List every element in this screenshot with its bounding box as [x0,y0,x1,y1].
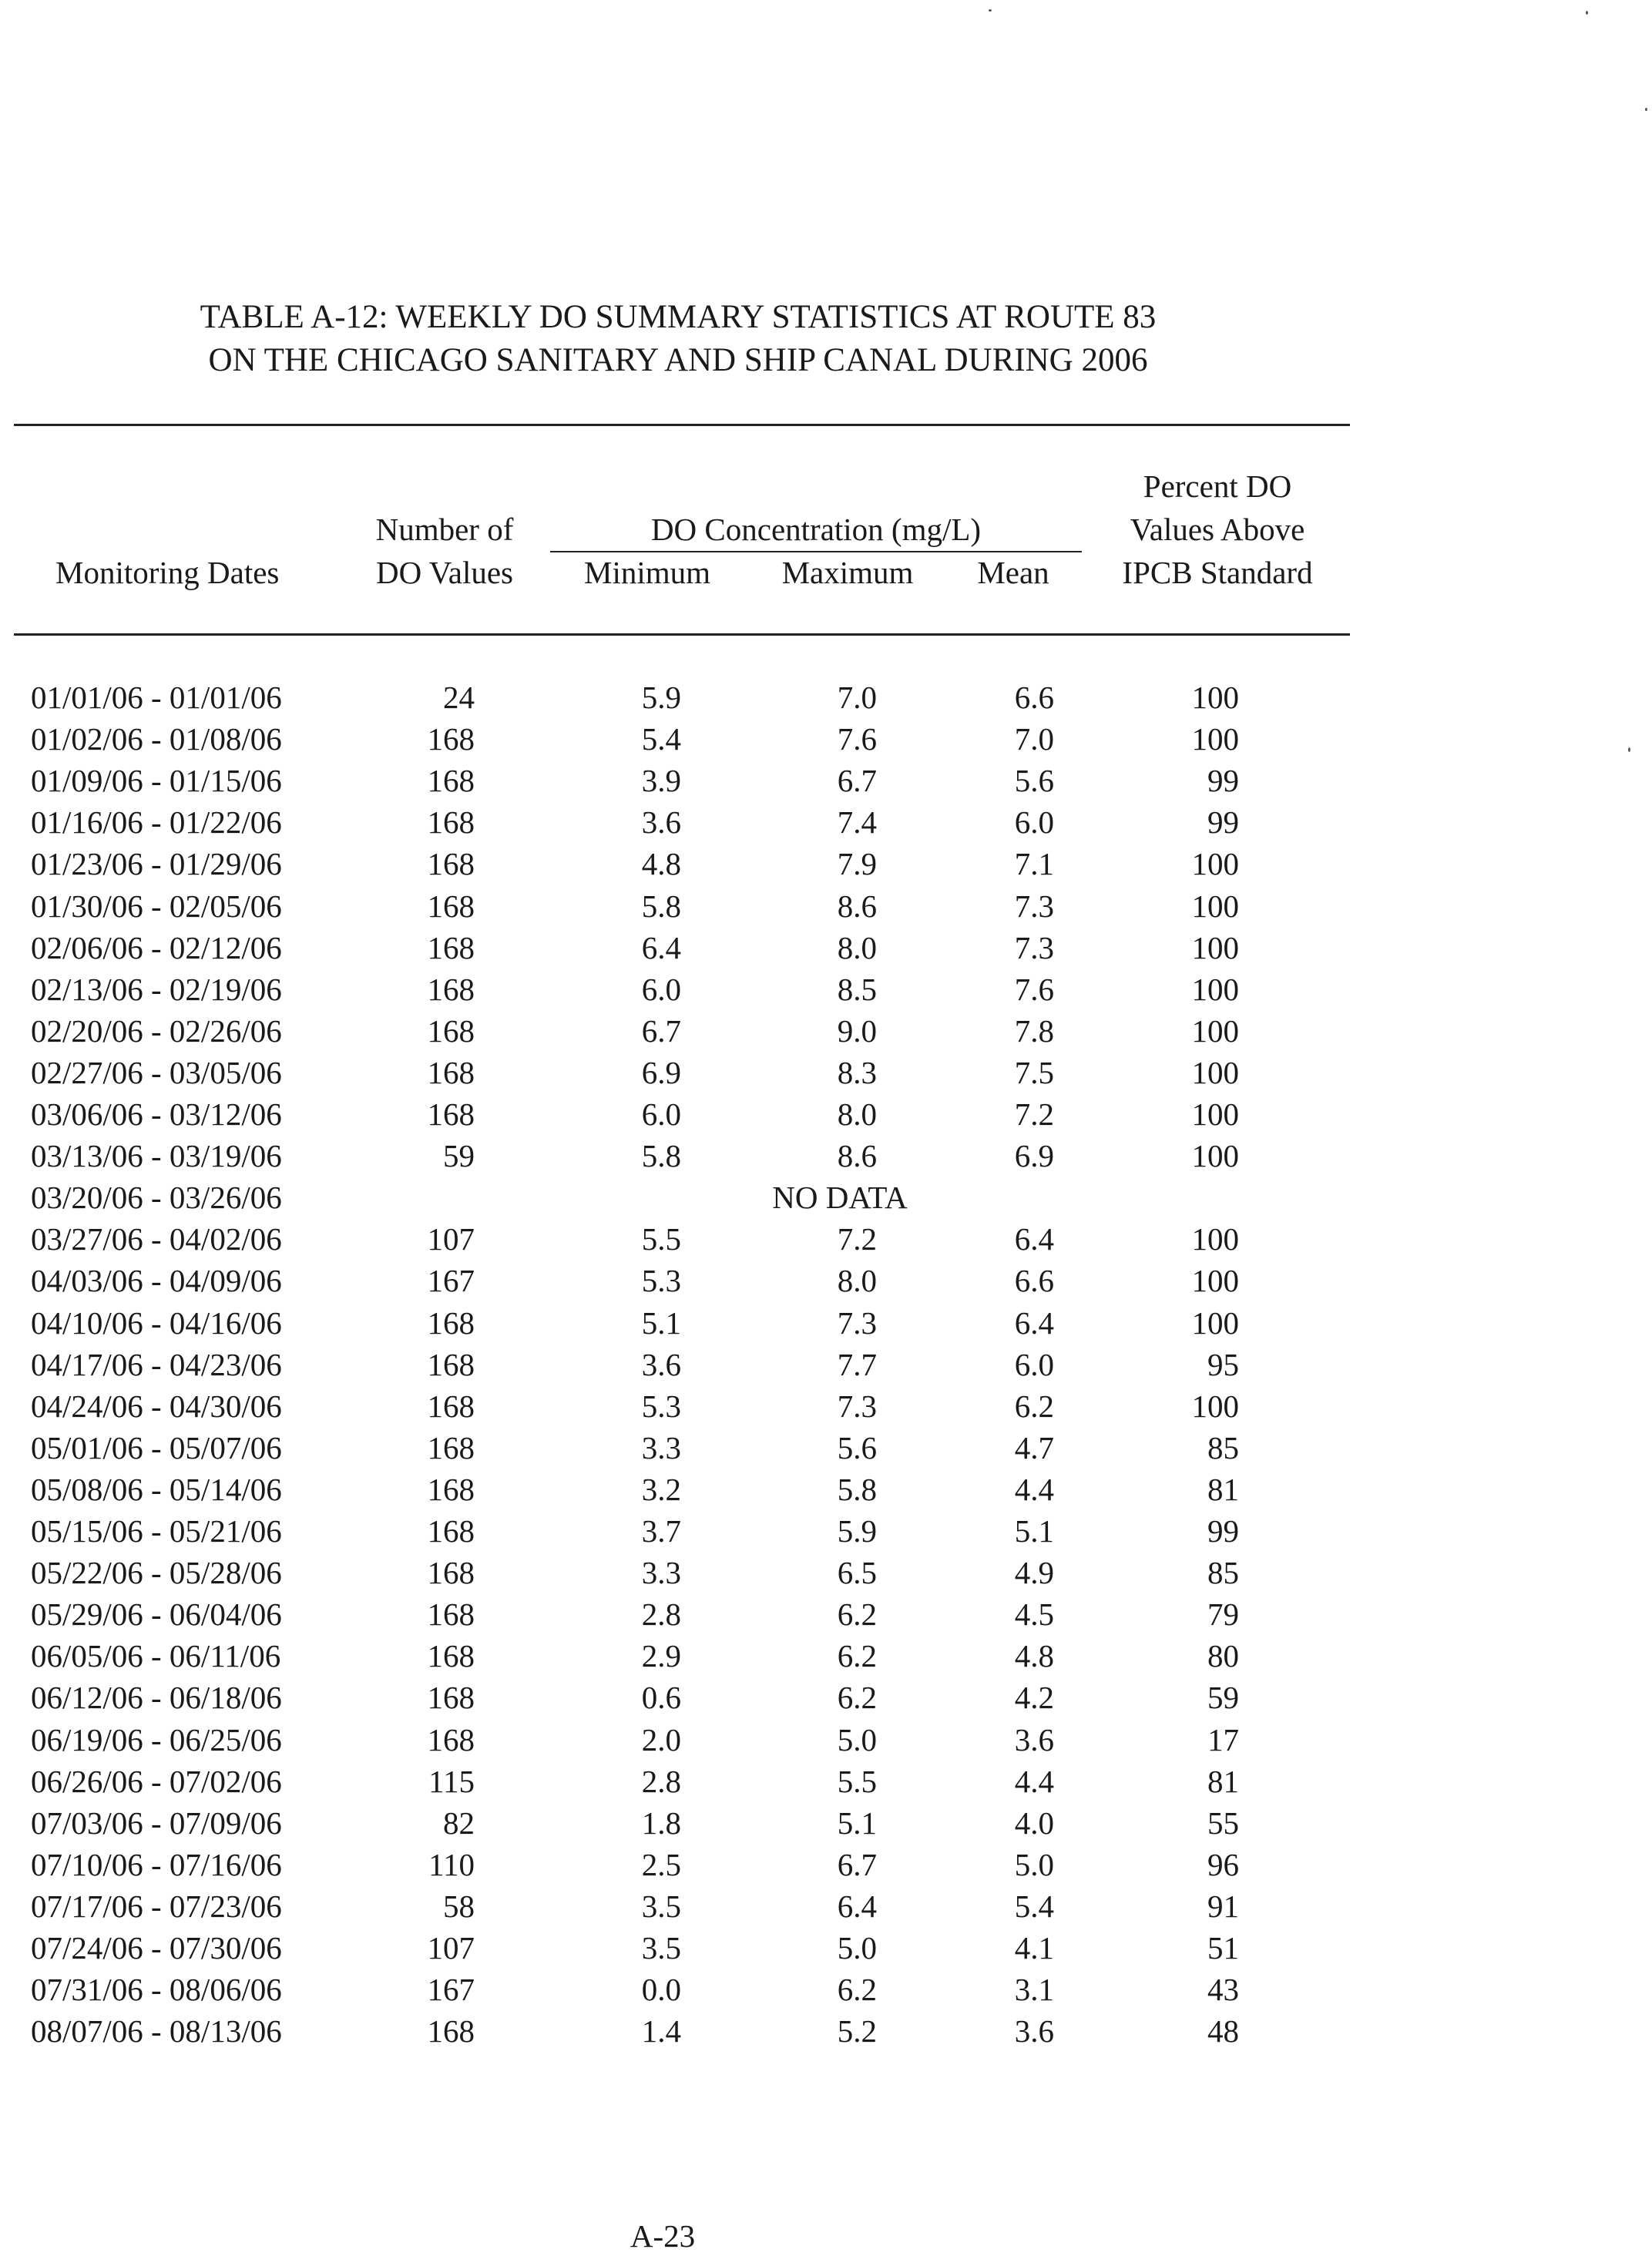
cell-max: 7.3 [837,1388,877,1424]
cell-dates: 02/06/06 - 02/12/06 [31,930,282,965]
cell-percent: 100 [1191,1138,1239,1173]
cell-mean: 3.6 [1014,1722,1054,1757]
header-monitoring-dates: Monitoring Dates [55,555,280,590]
cell-no-data: NO DATA [772,1180,908,1215]
cell-percent: 48 [1207,2013,1239,2049]
cell-dates: 07/24/06 - 07/30/06 [31,1930,282,1966]
cell-min: 3.5 [641,1930,681,1966]
cell-dates: 02/13/06 - 02/19/06 [31,972,282,1007]
cell-count: 168 [427,1555,475,1590]
cell-count: 58 [443,1888,475,1924]
cell-mean: 7.2 [1014,1096,1054,1132]
cell-dates: 06/19/06 - 06/25/06 [31,1722,282,1757]
cell-count: 168 [427,2013,475,2049]
cell-percent: 100 [1191,1055,1239,1090]
cell-max: 8.6 [837,888,877,924]
cell-dates: 08/07/06 - 08/13/06 [31,2013,282,2049]
cell-min: 2.0 [641,1722,681,1757]
cell-mean: 7.5 [1014,1055,1054,1090]
cell-mean: 7.3 [1014,930,1054,965]
cell-mean: 6.0 [1014,1347,1054,1382]
cell-dates: 06/05/06 - 06/11/06 [31,1638,281,1674]
cell-dates: 04/24/06 - 04/30/06 [31,1388,282,1424]
cell-max: 6.7 [837,1847,877,1882]
cell-dates: 01/01/06 - 01/01/06 [31,680,282,715]
cell-percent: 100 [1191,1013,1239,1049]
header-minimum: Minimum [583,555,711,590]
cell-max: 6.4 [837,1888,877,1924]
cell-mean: 5.4 [1014,1888,1054,1924]
cell-max: 5.5 [837,1764,877,1799]
cell-mean: 3.6 [1014,2013,1054,2049]
cell-min: 6.7 [641,1013,681,1049]
cell-percent: 51 [1207,1930,1239,1966]
cell-percent: 80 [1207,1638,1239,1674]
cell-mean: 7.8 [1014,1013,1054,1049]
cell-max: 8.0 [837,1096,877,1132]
cell-count: 168 [427,1596,475,1632]
cell-min: 3.7 [641,1513,681,1549]
cell-max: 6.2 [837,1972,877,2007]
cell-dates: 03/20/06 - 03/26/06 [31,1180,282,1215]
cell-dates: 01/23/06 - 01/29/06 [31,846,282,881]
cell-percent: 99 [1207,804,1239,840]
cell-percent: 79 [1207,1596,1239,1632]
top-rule [14,424,1350,426]
cell-mean: 4.5 [1014,1596,1054,1632]
cell-percent: 55 [1207,1805,1239,1841]
cell-count: 168 [427,1013,475,1049]
cell-dates: 06/26/06 - 07/02/06 [31,1764,282,1799]
cell-mean: 6.4 [1014,1305,1054,1341]
cell-dates: 06/12/06 - 06/18/06 [31,1680,282,1715]
cell-dates: 05/15/06 - 05/21/06 [31,1513,282,1549]
cell-count: 24 [443,680,475,715]
cell-min: 5.3 [641,1263,681,1298]
cell-percent: 100 [1191,1096,1239,1132]
cell-max: 6.2 [837,1638,877,1674]
cell-min: 1.4 [641,2013,681,2049]
cell-mean: 4.4 [1014,1472,1054,1507]
scan-speck [1628,747,1630,752]
cell-percent: 91 [1207,1888,1239,1924]
cell-dates: 02/20/06 - 02/26/06 [31,1013,282,1049]
cell-dates: 01/02/06 - 01/08/06 [31,721,282,757]
cell-percent: 100 [1191,1388,1239,1424]
cell-min: 2.8 [641,1596,681,1632]
cell-count: 168 [427,1513,475,1549]
cell-max: 7.7 [837,1347,877,1382]
cell-max: 8.0 [837,1263,877,1298]
cell-max: 8.3 [837,1055,877,1090]
cell-dates: 01/09/06 - 01/15/06 [31,763,282,798]
cell-min: 3.6 [641,804,681,840]
cell-max: 7.9 [837,846,877,881]
cell-dates: 05/22/06 - 05/28/06 [31,1555,282,1590]
cell-max: 5.8 [837,1472,877,1507]
cell-percent: 100 [1191,846,1239,881]
cell-percent: 85 [1207,1555,1239,1590]
cell-count: 107 [427,1930,475,1966]
cell-min: 3.6 [641,1347,681,1382]
cell-percent: 100 [1191,1263,1239,1298]
cell-min: 5.8 [641,1138,681,1173]
cell-min: 5.9 [641,680,681,715]
cell-min: 6.0 [641,972,681,1007]
cell-mean: 7.6 [1014,972,1054,1007]
cell-dates: 05/01/06 - 05/07/06 [31,1430,282,1465]
cell-dates: 02/27/06 - 03/05/06 [31,1055,282,1090]
cell-percent: 59 [1207,1680,1239,1715]
cell-percent: 43 [1207,1972,1239,2007]
cell-count: 168 [427,1055,475,1090]
cell-dates: 04/03/06 - 04/09/06 [31,1263,282,1298]
cell-min: 5.3 [641,1388,681,1424]
cell-mean: 4.2 [1014,1680,1054,1715]
cell-min: 0.6 [641,1680,681,1715]
cell-max: 8.0 [837,930,877,965]
cell-count: 167 [427,1263,475,1298]
cell-count: 168 [427,846,475,881]
cell-count: 107 [427,1221,475,1257]
cell-min: 2.8 [641,1764,681,1799]
cell-percent: 95 [1207,1347,1239,1382]
table-title-line-2: ON THE CHICAGO SANITARY AND SHIP CANAL DURING 2006 [208,342,1148,378]
cell-percent: 100 [1191,721,1239,757]
cell-max: 8.6 [837,1138,877,1173]
cell-percent: 100 [1191,680,1239,715]
cell-count: 168 [427,930,475,965]
cell-dates: 01/16/06 - 01/22/06 [31,804,282,840]
cell-mean: 7.0 [1014,721,1054,757]
cell-max: 9.0 [837,1013,877,1049]
cell-max: 7.4 [837,804,877,840]
cell-min: 6.0 [641,1096,681,1132]
cell-percent: 85 [1207,1430,1239,1465]
cell-min: 2.5 [641,1847,681,1882]
cell-min: 1.8 [641,1805,681,1841]
cell-min: 3.3 [641,1430,681,1465]
cell-mean: 6.6 [1014,1263,1054,1298]
cell-dates: 04/10/06 - 04/16/06 [31,1305,282,1341]
cell-mean: 6.9 [1014,1138,1054,1173]
cell-mean: 5.1 [1014,1513,1054,1549]
cell-max: 5.0 [837,1722,877,1757]
cell-min: 4.8 [641,846,681,881]
cell-count: 168 [427,972,475,1007]
cell-mean: 6.2 [1014,1388,1054,1424]
cell-count: 168 [427,1680,475,1715]
cell-max: 5.2 [837,2013,877,2049]
cell-max: 5.0 [837,1930,877,1966]
cell-mean: 4.1 [1014,1930,1054,1966]
cell-min: 0.0 [641,1972,681,2007]
cell-count: 168 [427,721,475,757]
cell-min: 3.9 [641,763,681,798]
scan-speck [1586,11,1588,15]
page-number: A-23 [630,2218,696,2254]
scan-speck [1645,108,1647,111]
cell-dates: 05/08/06 - 05/14/06 [31,1472,282,1507]
cell-dates: 07/10/06 - 07/16/06 [31,1847,282,1882]
cell-mean: 5.0 [1014,1847,1054,1882]
cell-max: 5.9 [837,1513,877,1549]
cell-percent: 100 [1191,972,1239,1007]
cell-mean: 4.4 [1014,1764,1054,1799]
header-percent-line-2: Values Above [1130,512,1305,547]
cell-percent: 100 [1191,1305,1239,1341]
cell-mean: 4.9 [1014,1555,1054,1590]
cell-percent: 81 [1207,1472,1239,1507]
cell-dates: 01/30/06 - 02/05/06 [31,888,282,924]
cell-count: 168 [427,1388,475,1424]
cell-count: 110 [428,1847,475,1882]
cell-count: 168 [427,763,475,798]
cell-percent: 100 [1191,930,1239,965]
cell-max: 7.6 [837,721,877,757]
cell-percent: 99 [1207,1513,1239,1549]
header-count-line-1: Number of [375,512,514,547]
cell-max: 8.5 [837,972,877,1007]
cell-max: 6.2 [837,1680,877,1715]
cell-dates: 07/03/06 - 07/09/06 [31,1805,282,1841]
scan-speck [989,9,992,12]
cell-mean: 7.3 [1014,888,1054,924]
cell-percent: 81 [1207,1764,1239,1799]
header-percent-line-3: IPCB Standard [1122,555,1313,590]
cell-count: 167 [427,1972,475,2007]
cell-mean: 6.4 [1014,1221,1054,1257]
cell-max: 7.0 [837,680,877,715]
cell-percent: 99 [1207,763,1239,798]
cell-max: 7.2 [837,1221,877,1257]
cell-percent: 96 [1207,1847,1239,1882]
cell-percent: 100 [1191,888,1239,924]
header-maximum: Maximum [781,555,914,590]
cell-mean: 4.7 [1014,1430,1054,1465]
cell-count: 168 [427,888,475,924]
cell-dates: 04/17/06 - 04/23/06 [31,1347,282,1382]
cell-count: 115 [428,1764,475,1799]
cell-max: 6.5 [837,1555,877,1590]
header-do-concentration: DO Concentration (mg/L) [650,512,982,547]
cell-dates: 05/29/06 - 06/04/06 [31,1596,282,1632]
cell-dates: 03/13/06 - 03/19/06 [31,1138,282,1173]
header-bottom-rule [14,633,1350,636]
cell-dates: 07/17/06 - 07/23/06 [31,1888,282,1924]
cell-dates: 03/06/06 - 03/12/06 [31,1096,282,1132]
cell-max: 5.6 [837,1430,877,1465]
cell-max: 5.1 [837,1805,877,1841]
cell-min: 5.5 [641,1221,681,1257]
cell-mean: 5.6 [1014,763,1054,798]
cell-min: 3.2 [641,1472,681,1507]
cell-min: 6.4 [641,930,681,965]
cell-count: 168 [427,1305,475,1341]
cell-count: 168 [427,1430,475,1465]
cell-dates: 03/27/06 - 04/02/06 [31,1221,282,1257]
cell-count: 168 [427,1472,475,1507]
cell-max: 6.7 [837,763,877,798]
cell-count: 82 [443,1805,475,1841]
cell-count: 168 [427,1347,475,1382]
cell-mean: 4.8 [1014,1638,1054,1674]
cell-min: 5.8 [641,888,681,924]
cell-max: 7.3 [837,1305,877,1341]
cell-percent: 100 [1191,1221,1239,1257]
cell-count: 59 [443,1138,475,1173]
cell-mean: 4.0 [1014,1805,1054,1841]
cell-dates: 07/31/06 - 08/06/06 [31,1972,282,2007]
table-title-line-1: TABLE A-12: WEEKLY DO SUMMARY STATISTICS AT ROUTE 83 [200,299,1157,335]
header-mean: Mean [977,555,1049,590]
header-count-line-2: DO Values [375,555,514,590]
cell-percent: 17 [1207,1722,1239,1757]
cell-count: 168 [427,1096,475,1132]
cell-min: 3.3 [641,1555,681,1590]
cell-min: 5.4 [641,721,681,757]
cell-count: 168 [427,1722,475,1757]
cell-mean: 7.1 [1014,846,1054,881]
cell-min: 5.1 [641,1305,681,1341]
cell-mean: 6.0 [1014,804,1054,840]
cell-min: 3.5 [641,1888,681,1924]
cell-mean: 6.6 [1014,680,1054,715]
cell-max: 6.2 [837,1596,877,1632]
cell-count: 168 [427,804,475,840]
cell-min: 6.9 [641,1055,681,1090]
cell-count: 168 [427,1638,475,1674]
header-percent-line-1: Percent DO [1143,468,1292,504]
cell-mean: 3.1 [1014,1972,1054,2007]
cell-min: 2.9 [641,1638,681,1674]
